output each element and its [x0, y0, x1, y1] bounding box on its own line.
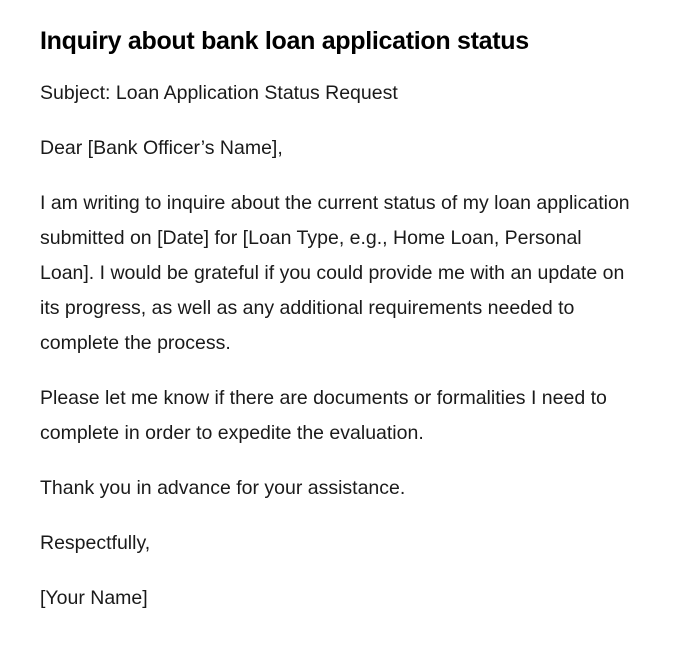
document-title: Inquiry about bank loan application status: [40, 27, 529, 55]
signature-name: [Your Name]: [40, 587, 148, 609]
body-paragraph-inquiry: I am writing to inquire about the current status of my loan application submitted on [Date] for [Loan Type, e.g., Home Loan, Personal Loan]. I would be grateful if you could provide me with an update on its progress, as well as any additional requirements needed to complete the process.: [40, 192, 630, 354]
salutation: Dear [Bank Officer’s Name],: [40, 137, 283, 159]
thank-you-line: Thank you in advance for your assistance.: [40, 477, 406, 499]
body-paragraph-request: Please let me know if there are documents or formalities I need to complete in order to expedite the evaluation.: [40, 387, 607, 444]
letter-document: [40, 22, 640, 636]
subject-line: Subject: Loan Application Status Request: [40, 82, 398, 104]
closing: Respectfully,: [40, 532, 151, 554]
